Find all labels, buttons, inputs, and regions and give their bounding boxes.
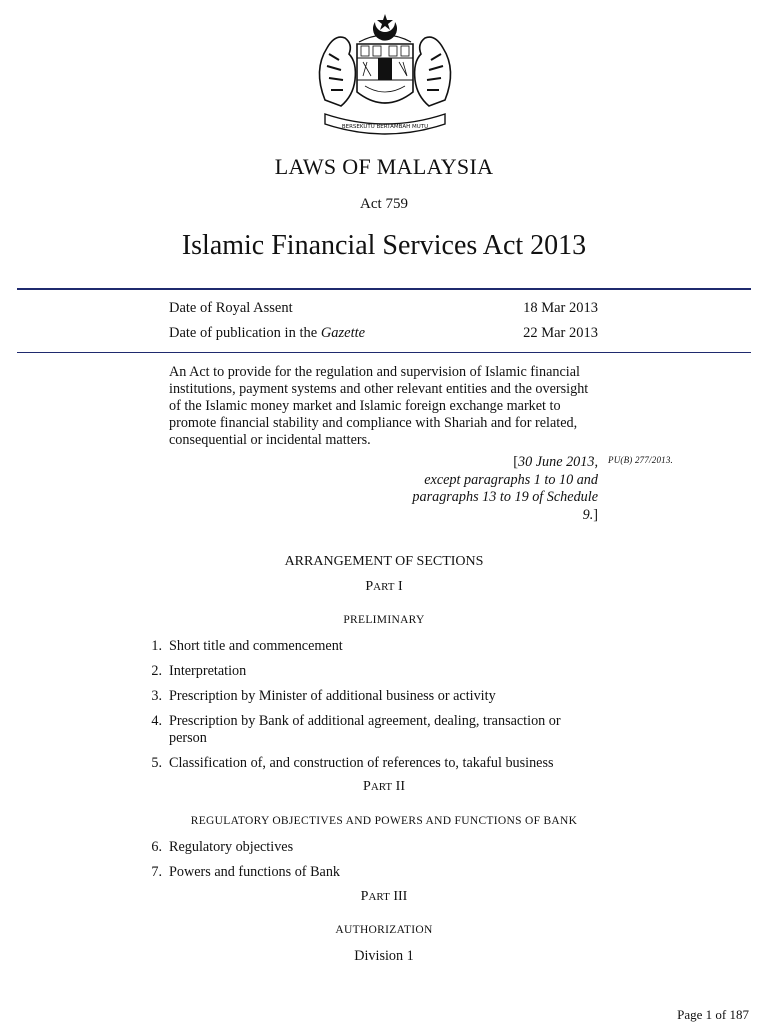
part-3-heading: AUTHORIZATION	[335, 924, 433, 936]
section-title[interactable]: Interpretation	[169, 663, 247, 679]
commencement-note: [30 June 2013, except paragraphs 1 to 10 and paragraphs 13 to 19 of Schedule 9.]	[412, 454, 598, 523]
section-number: 7.	[151, 864, 162, 880]
section-title[interactable]: Prescription by Minister of additional business or activity	[169, 688, 496, 704]
section-title[interactable]: Prescription by Bank of additional agreement, dealing, transaction or person	[169, 713, 561, 746]
publication-date: 22 Mar 2013	[523, 325, 598, 341]
section-title[interactable]: Regulatory objectives	[169, 839, 294, 855]
long-title: An Act to provide for the regulation and supervision of Islamic financial institutions, payment systems and other relevant entities and the oversight of the Islamic money market and Islamic foreign exchange market to promote financial stability and compliance with Shariah and for related, consequential or incidental matters.	[169, 364, 589, 448]
royal-assent-date: 18 Mar 2013	[523, 300, 598, 316]
header-rule-top	[17, 288, 751, 290]
coat-of-arms	[305, 10, 465, 138]
section-number: 2.	[151, 663, 162, 679]
part-2-label: PART II	[363, 779, 405, 794]
section-number: 5.	[151, 755, 162, 771]
margin-note: PU(B) 277/2013.	[608, 455, 673, 465]
part-1-label: PART I	[365, 579, 403, 594]
section-number: 1.	[151, 638, 162, 654]
royal-assent-label: Date of Royal Assent	[169, 300, 293, 316]
section-title[interactable]: Short title and commencement	[169, 638, 343, 654]
section-number: 6.	[151, 839, 162, 855]
act-title: Islamic Financial Services Act 2013	[181, 230, 587, 261]
arrangement-title: ARRANGEMENT OF SECTIONS	[284, 554, 484, 569]
section-title[interactable]: Powers and functions of Bank	[169, 864, 341, 880]
division-heading: Division 1	[354, 948, 414, 964]
section-title[interactable]: Classification of, and construction of references to, takaful business	[169, 755, 554, 771]
part-1-heading: PRELIMINARY	[343, 614, 425, 626]
crest-motto: BERSEKUTU BERTAMBAH MUTU	[341, 124, 429, 130]
part-3-label: PART III	[360, 889, 408, 904]
jurisdiction-title: LAWS OF MALAYSIA	[274, 154, 494, 179]
malaysia-coat-of-arms-icon	[305, 10, 465, 138]
section-number: 4.	[151, 713, 162, 729]
part-2-heading: REGULATORY OBJECTIVES AND POWERS AND FUNCTIONS OF BANK	[190, 815, 578, 827]
header-rule-bottom	[17, 352, 751, 353]
publication-label: Date of publication in the Gazette	[169, 325, 366, 341]
act-number: Act 759	[360, 196, 408, 212]
section-number: 3.	[151, 688, 162, 704]
page-number: Page 1 of 187	[677, 1007, 749, 1022]
